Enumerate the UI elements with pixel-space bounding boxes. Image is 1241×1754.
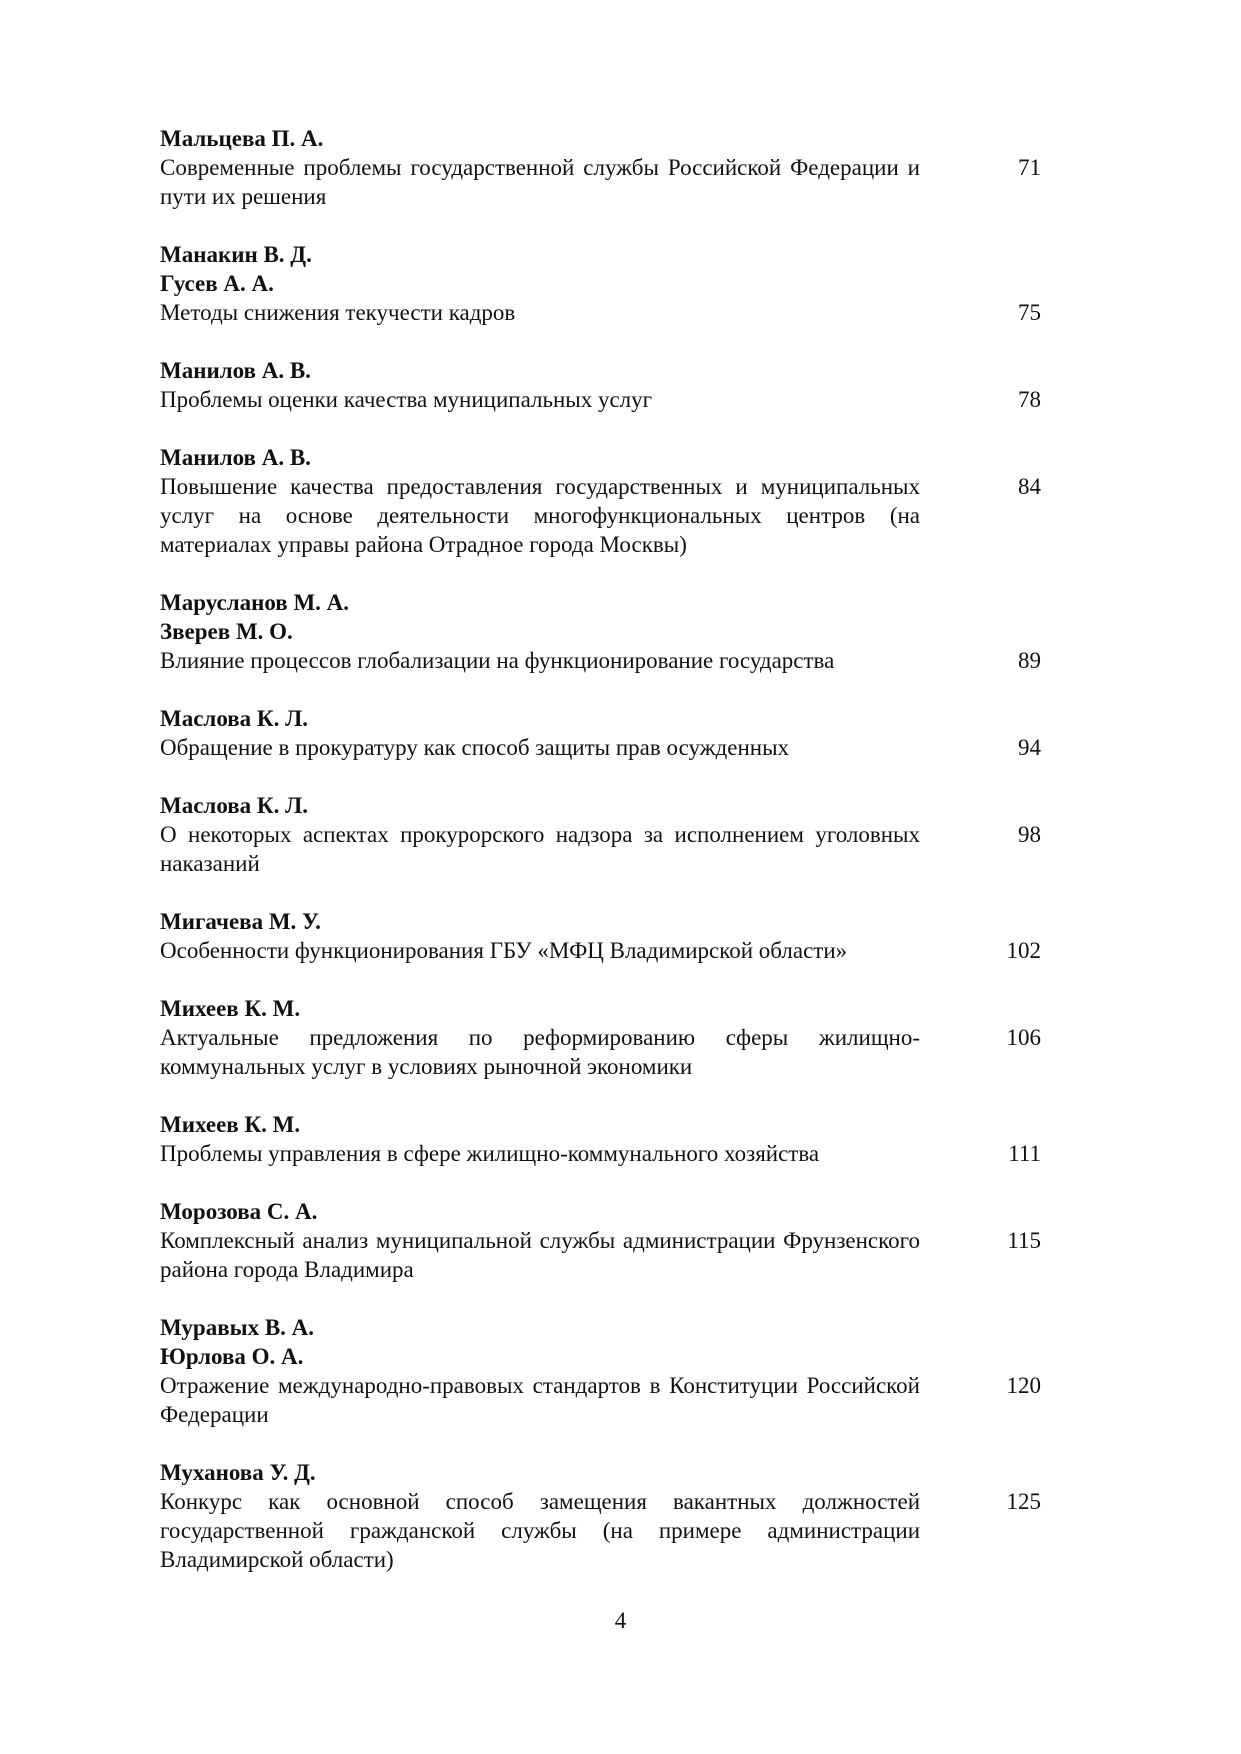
entry-page-number: 106: [1006, 1025, 1041, 1050]
entry-author: Маслова К. Л.: [160, 793, 308, 818]
entry-page-number: 111: [1008, 1141, 1041, 1166]
entry-row: [160, 472, 1041, 559]
entry-author: Гусев А. А.: [160, 271, 274, 296]
entry-row: [160, 936, 1041, 965]
entry-title: Актуальные предложения по реформированию сферы жилищно-коммунальных услуг в условиях рыночной экономики: [160, 1025, 920, 1079]
entry-row: [160, 1139, 1041, 1168]
entry-author: Муравых В. А.: [160, 1315, 315, 1340]
entry-author: Манилов А. В.: [160, 358, 311, 383]
table-of-contents: [160, 124, 1041, 1603]
entry-title: Влияние процессов глобализации на функционирование государства: [160, 648, 835, 673]
toc-entry: [160, 124, 1041, 211]
entry-author: Мигачева М. У.: [160, 909, 321, 934]
entry-title: Методы снижения текучести кадров: [160, 300, 516, 325]
entry-row: [160, 385, 1041, 414]
entry-page-number: 71: [1018, 155, 1041, 180]
toc-entry: [160, 994, 1041, 1081]
entry-author: Юрлова О. А.: [160, 1344, 304, 1369]
toc-entry: [160, 1313, 1041, 1429]
entry-page-number: 89: [1018, 648, 1041, 673]
entry-author: Манилов А. В.: [160, 445, 311, 470]
toc-entry: [160, 1110, 1041, 1168]
entry-author: Мальцева П. А.: [160, 126, 324, 151]
toc-entry: [160, 356, 1041, 414]
entry-author: Марусланов М. А.: [160, 590, 350, 615]
entry-author: Михеев К. М.: [160, 996, 301, 1021]
entry-row: [160, 1487, 1041, 1574]
entry-page-number: 120: [1006, 1373, 1041, 1398]
toc-entry: [160, 907, 1041, 965]
entry-title: Проблемы управления в сфере жилищно-коммунального хозяйства: [160, 1141, 820, 1166]
entry-row: [160, 646, 1041, 675]
entry-page-number: 78: [1018, 387, 1041, 412]
entry-page-number: 125: [1006, 1489, 1041, 1514]
entry-title: Обращение в прокуратуру как способ защиты прав осужденных: [160, 735, 790, 760]
entry-row: [160, 733, 1041, 762]
entry-title: Особенности функционирования ГБУ «МФЦ Владимирской области»: [160, 938, 848, 963]
entry-row: [160, 1023, 1041, 1081]
toc-entry: [160, 443, 1041, 559]
entry-row: [160, 153, 1041, 211]
entry-title: Отражение международно-правовых стандартов в Конституции Российской Федерации: [160, 1373, 920, 1427]
entry-row: [160, 1371, 1041, 1429]
entry-title: Проблемы оценки качества муниципальных услуг: [160, 387, 653, 412]
toc-entry: [160, 704, 1041, 762]
entry-row: [160, 1226, 1041, 1284]
entry-title: О некоторых аспектах прокурорского надзора за исполнением уголовных наказаний: [160, 822, 920, 876]
entry-page-number: 102: [1006, 938, 1041, 963]
entry-title: Повышение качества предоставления государственных и муниципальных услуг на основе деятельности многофункциональных центров (на материалах управы района Отрадное города Москвы): [160, 474, 920, 557]
entry-page-number: 115: [1007, 1228, 1041, 1253]
toc-entry: [160, 240, 1041, 327]
entry-page-number: 94: [1018, 735, 1041, 760]
toc-entry: [160, 1458, 1041, 1574]
toc-entry: [160, 1197, 1041, 1284]
entry-author: Муханова У. Д.: [160, 1460, 316, 1485]
entry-row: [160, 820, 1041, 878]
entry-author: Морозова С. А.: [160, 1199, 318, 1224]
entry-page-number: 75: [1018, 300, 1041, 325]
page-number: 4: [614, 1608, 627, 1633]
entry-author: Манакин В. Д.: [160, 242, 312, 267]
entry-author: Маслова К. Л.: [160, 706, 308, 731]
entry-page-number: 84: [1018, 474, 1041, 499]
entry-author: Михеев К. М.: [160, 1112, 301, 1137]
entry-title: Комплексный анализ муниципальной службы администрации Фрунзенского района города Владимира: [160, 1228, 920, 1282]
entry-page-number: 98: [1018, 822, 1041, 847]
toc-entry: [160, 791, 1041, 878]
entry-title: Современные проблемы государственной службы Российской Федерации и пути их решения: [160, 155, 920, 209]
entry-author: Зверев М. О.: [160, 619, 293, 644]
toc-entry: [160, 588, 1041, 675]
entry-row: [160, 298, 1041, 327]
entry-title: Конкурс как основной способ замещения вакантных должностей государственной гражданской службы (на примере администрации Владимирской области): [160, 1489, 920, 1572]
